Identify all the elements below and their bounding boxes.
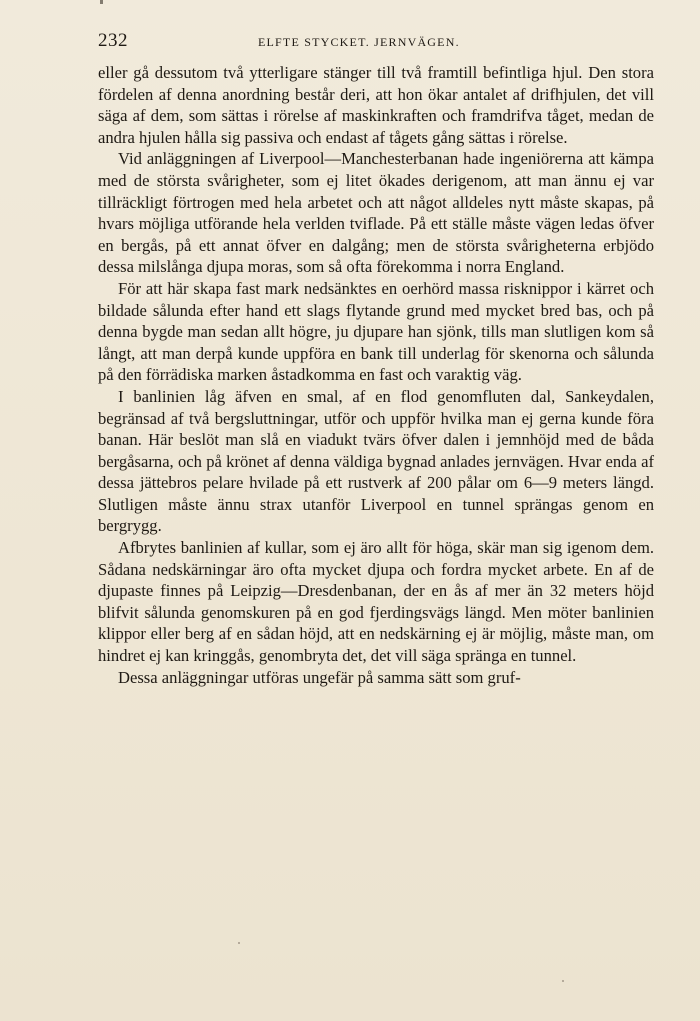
paragraph: I banlinien låg äfven en smal, af en flod genomfluten dal, Sankeydalen, begränsad af två bergsluttningar, utför och uppför hvilka man ej gerna kunde föra banan. Här beslöt man slå en viadukt tvärs öfver dalen i jemnhöjd med de båda bergåsarna, och på krönet af denna väldiga bygnad anlades jernvägen. Hvar enda af dessa jättebros pelare hvilade på ett rustverk af 200 pålar om 6—9 meters längd. Slutligen måste ännu strax utanför Liverpool en tunnel sprängas genom en bergrygg.: [98, 386, 654, 536]
page-header: [98, 30, 658, 58]
paragraph: För att här skapa fast mark nedsänktes en oerhörd massa risknippor i kärret och bildade sålunda efter hand ett slags flytande grund med mycket bred bas, och på denna bygde man sedan allt högre, ju djupare han sjönk, tills man slutligen kom så långt, att man derpå kunde uppföra en bank till underlag för skenorna och sålunda på den förrädiska marken åstadkomma en fast och varaktig väg.: [98, 278, 654, 385]
body-text: [98, 62, 654, 688]
page-number: 232: [98, 30, 128, 51]
paper-speck: [562, 980, 564, 982]
paragraph: Afbrytes banlinien af kullar, som ej äro allt för höga, skär man sig igenom dem. Sådana nedskärningar äro ofta mycket djupa och fordra mycket arbete. En af de djupaste finnes på Leipzig—Dresdenbanan, der en ås af mer än 32 meters höjd blifvit sålunda genomskuren på en god fjerdingsvägs längd. Men möter banlinien klippor eller berg af en sådan höjd, att en nedskärning ej är möjlig, måste man, om hindret ej kan kringgås, genombryta det, det vill säga spränga en tunnel.: [98, 538, 654, 666]
paragraph: eller gå dessutom två ytterligare stänger till två framtill befintliga hjul. Den stora fördelen af denna anordning består deri, att hon ökar antalet af drifhjulen, det vill säga af dem, som sättas i rörelse af maskinkraften och framdrifva tåget, medan de andra hjulen hålla sig passiva och endast af tågets gång sättas i rörelse.: [98, 63, 654, 147]
paragraph: Dessa anläggningar utföras ungefär på samma sätt som gruf-: [118, 667, 521, 687]
scan-artifact: [100, 0, 103, 4]
running-head: ELFTE STYCKET. JERNVÄGEN.: [258, 35, 460, 49]
paper-speck: [238, 942, 240, 944]
paragraph: Vid anläggningen af Liverpool—Manchesterbanan hade ingeniörerna att kämpa med de största svårigheter, som ej litet ökades derigenom, att man ännu ej var tillräckligt förtrogen med hela arbetet och att något alldeles nytt måste skapas, på hvars möjliga utförande hela verlden tviflade. På ett ställe måste vägen ledas öfver en bergås, på ett annat öfver en dalgång; men de största svårigheterna erbjödo dessa milslånga djupa moras, som så ofta förekomma i norra England.: [98, 149, 654, 277]
